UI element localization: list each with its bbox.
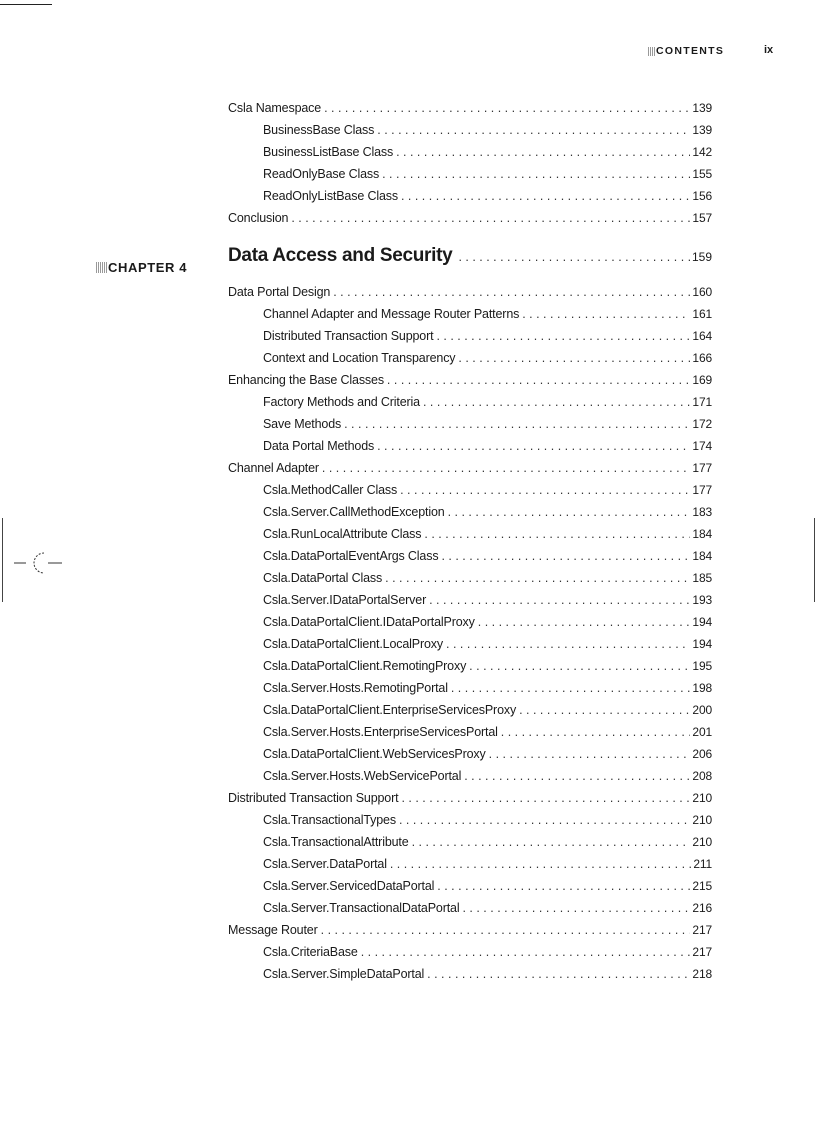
toc-entry [228, 589, 712, 611]
leader-dots [400, 479, 690, 501]
toc-entry-page: 210 [692, 791, 712, 805]
toc-entry [228, 185, 712, 207]
toc-entry [228, 413, 712, 435]
toc-entry [228, 633, 712, 655]
toc-entry-page: 217 [692, 923, 712, 937]
leader-dots [448, 501, 691, 523]
toc-entry-title: Csla.DataPortalClient.RemotingProxy [263, 659, 467, 673]
toc-entry [228, 479, 712, 501]
toc-entry-title: Csla.CriteriaBase [263, 945, 358, 959]
leader-dots [436, 325, 690, 347]
toc-entry-title: Data Portal Methods [263, 439, 375, 453]
toc-entry [228, 391, 712, 413]
toc-entry [228, 677, 712, 699]
toc-entry [228, 369, 712, 391]
toc-entry-title: Channel Adapter [228, 461, 319, 475]
toc-entry-page: 210 [692, 813, 712, 827]
toc-entry-title: Csla Namespace [228, 101, 322, 115]
toc-entry [228, 941, 712, 963]
toc-entry-title: Channel Adapter and Message Router Patterns [263, 307, 520, 321]
toc-entry-title: Enhancing the Base Classes [228, 373, 384, 387]
chapter-label-text: CHAPTER 4 [108, 260, 188, 275]
leader-dots [489, 743, 691, 765]
toc-entry-title: ReadOnlyBase Class [263, 167, 380, 181]
trim-line-right [814, 518, 815, 602]
toc-entry-page: 164 [692, 329, 712, 343]
toc-entry-title: Csla.DataPortalEventArgs Class [263, 549, 439, 563]
leader-dots [382, 163, 690, 185]
toc-entry-title: Csla.RunLocalAttribute Class [263, 527, 422, 541]
chapter-title: Data Access and Security [228, 245, 453, 266]
toc-entry-page: 215 [692, 879, 712, 893]
toc-entry-page: 193 [692, 593, 712, 607]
toc-entry-title: Csla.DataPortalClient.LocalProxy [263, 637, 444, 651]
chapter-label [96, 260, 216, 276]
toc-entry-page: 160 [692, 285, 712, 299]
toc-entry [228, 611, 712, 633]
toc-entry-title: Factory Methods and Criteria [263, 395, 420, 409]
leader-dots [423, 391, 690, 413]
leader-dots [412, 831, 691, 853]
leader-dots [458, 347, 690, 369]
leader-dots [390, 853, 691, 875]
toc-entry [228, 655, 712, 677]
toc-entry-page: 155 [692, 167, 712, 181]
toc-entry [228, 207, 712, 229]
leader-dots [401, 185, 690, 207]
leader-dots [424, 523, 690, 545]
toc-entry-page: 142 [692, 145, 712, 159]
toc-entry [228, 897, 712, 919]
toc-entry [228, 919, 712, 941]
leader-dots [399, 809, 690, 831]
toc-entry [228, 721, 712, 743]
leader-dots [441, 545, 690, 567]
leader-dots [458, 240, 690, 274]
toc-entry-title: Save Methods [263, 417, 342, 431]
toc-entry [228, 501, 712, 523]
leader-dots [519, 699, 690, 721]
toc-entry [228, 831, 712, 853]
toc-entry [228, 457, 712, 479]
section-marker-icon [648, 47, 655, 56]
toc-entry-page: 195 [692, 659, 712, 673]
toc-entry-title: Csla.DataPortalClient.WebServicesProxy [263, 747, 486, 761]
toc-entry-page: 139 [692, 101, 712, 115]
toc-entry [228, 545, 712, 567]
toc-entry-page: 166 [692, 351, 712, 365]
toc-entry-title: Csla.Server.IDataPortalServer [263, 593, 427, 607]
toc-entry-title: ReadOnlyListBase Class [263, 189, 398, 203]
toc-entry-page: 216 [692, 901, 712, 915]
toc-entry-title: Csla.DataPortalClient.IDataPortalProxy [263, 615, 475, 629]
table-of-contents [228, 97, 712, 985]
page-number: ix [764, 44, 774, 56]
toc-entry-title: Csla.Server.DataPortal [263, 857, 387, 871]
leader-dots [451, 677, 691, 699]
toc-entry-page: 157 [692, 211, 712, 225]
leader-dots [385, 567, 690, 589]
toc-entry-page: 185 [692, 571, 712, 585]
toc-entry [228, 281, 712, 303]
toc-entry-title: Message Router [228, 923, 318, 937]
toc-entries-before [228, 97, 712, 229]
toc-entry [228, 809, 712, 831]
toc-entry [228, 875, 712, 897]
leader-dots [291, 207, 690, 229]
toc-entry-title: BusinessListBase Class [263, 145, 394, 159]
chapter-page: 159 [691, 250, 712, 264]
leader-dots [464, 765, 690, 787]
toc-entry-page: 177 [692, 461, 712, 475]
toc-entry [228, 699, 712, 721]
toc-entry [228, 97, 712, 119]
toc-entry-title: Conclusion [228, 211, 289, 225]
toc-entry-page: 200 [692, 703, 712, 717]
leader-dots [387, 369, 691, 391]
leader-dots [344, 413, 690, 435]
toc-entry-title: Csla.Server.Hosts.EnterpriseServicesPortal [263, 725, 498, 739]
toc-entry [228, 347, 712, 369]
toc-entry [228, 523, 712, 545]
toc-entry-page: 210 [692, 835, 712, 849]
toc-entry-title: Csla.TransactionalAttribute [263, 835, 409, 849]
running-head [560, 44, 800, 60]
toc-entry-title: BusinessBase Class [263, 123, 375, 137]
toc-entry-page: 183 [692, 505, 712, 519]
toc-entry [228, 765, 712, 787]
toc-entry-page: 156 [692, 189, 712, 203]
toc-entry [228, 743, 712, 765]
leader-dots [522, 303, 690, 325]
toc-entry-page: 206 [692, 747, 712, 761]
chapter-marker-icon [96, 262, 107, 273]
leader-dots [501, 721, 691, 743]
leader-dots [462, 897, 690, 919]
toc-entry-title: Csla.DataPortalClient.EnterpriseServicesProxy [263, 703, 517, 717]
toc-entry-page: 184 [692, 527, 712, 541]
leader-dots [401, 787, 690, 809]
toc-entry-title: Csla.Server.TransactionalDataPortal [263, 901, 460, 915]
toc-entry-page: 198 [692, 681, 712, 695]
toc-entry [228, 303, 712, 325]
toc-entry-page: 174 [692, 439, 712, 453]
toc-entry-title: Csla.Server.ServicedDataPortal [263, 879, 435, 893]
registration-mark-icon [14, 548, 64, 578]
toc-entry-page: 208 [692, 769, 712, 783]
leader-dots [469, 655, 690, 677]
toc-entry-page: 172 [692, 417, 712, 431]
toc-entry [228, 853, 712, 875]
leader-dots [427, 963, 690, 985]
toc-entry-title: Csla.Server.SimpleDataPortal [263, 967, 425, 981]
toc-entry-page: 177 [692, 483, 712, 497]
leader-dots [361, 941, 691, 963]
toc-entry [228, 567, 712, 589]
leader-dots [333, 281, 690, 303]
toc-entry [228, 119, 712, 141]
leader-dots [396, 141, 690, 163]
toc-entry-title: Csla.TransactionalTypes [263, 813, 396, 827]
chapter-heading [228, 239, 712, 273]
toc-entry-title: Context and Location Transparency [263, 351, 456, 365]
trim-line-left [2, 518, 3, 602]
leader-dots [377, 119, 690, 141]
toc-entry-page: 194 [692, 637, 712, 651]
toc-entry-page: 201 [692, 725, 712, 739]
toc-entry [228, 435, 712, 457]
toc-entry-page: 161 [692, 307, 712, 321]
toc-entry [228, 963, 712, 985]
toc-entry-page: 139 [692, 123, 712, 137]
toc-entry-title: Distributed Transaction Support [263, 329, 434, 343]
leader-dots [377, 435, 690, 457]
toc-entry-page: 211 [693, 857, 712, 871]
toc-entry-title: Csla.Server.CallMethodException [263, 505, 445, 519]
toc-entry-title: Distributed Transaction Support [228, 791, 399, 805]
leader-dots [478, 611, 691, 633]
toc-entry-page: 184 [692, 549, 712, 563]
toc-entries-after [228, 281, 712, 985]
toc-entry [228, 141, 712, 163]
leader-dots [429, 589, 690, 611]
toc-entry-title: Csla.Server.Hosts.RemotingPortal [263, 681, 448, 695]
leader-dots [321, 919, 691, 941]
leader-dots [324, 97, 690, 119]
leader-dots [446, 633, 690, 655]
toc-entry-page: 218 [692, 967, 712, 981]
toc-entry-page: 171 [692, 395, 712, 409]
toc-entry [228, 163, 712, 185]
toc-entry-page: 169 [692, 373, 712, 387]
toc-entry-page: 217 [692, 945, 712, 959]
toc-entry-page: 194 [692, 615, 712, 629]
toc-entry-title: Data Portal Design [228, 285, 331, 299]
toc-entry-title: Csla.Server.Hosts.WebServicePortal [263, 769, 462, 783]
toc-entry [228, 325, 712, 347]
leader-dots [437, 875, 690, 897]
crop-mark-top [0, 4, 52, 5]
toc-entry-title: Csla.MethodCaller Class [263, 483, 398, 497]
toc-entry-title: Csla.DataPortal Class [263, 571, 383, 585]
leader-dots [322, 457, 691, 479]
running-head-label: CONTENTS [656, 45, 725, 57]
toc-entry [228, 787, 712, 809]
